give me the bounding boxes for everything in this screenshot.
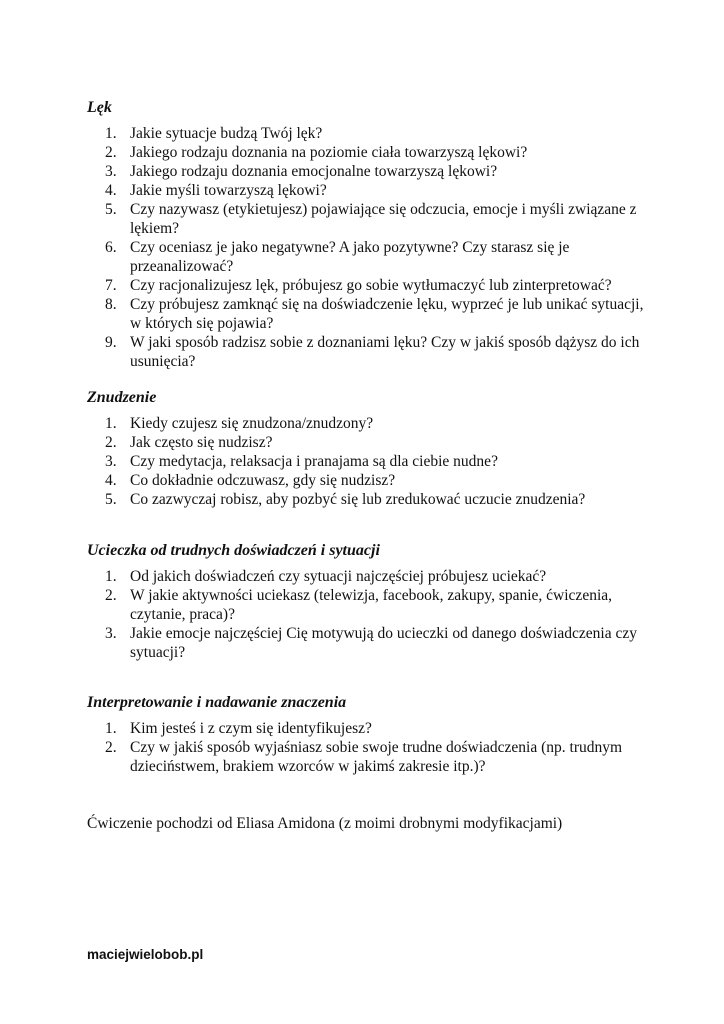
source-note: Ćwiczenie pochodzi od Eliasa Amidona (z moimi drobnymi modyfikacjami) [87, 815, 563, 832]
list-item: 2. Jak często się nudzisz? [105, 434, 273, 451]
document-body [87, 98, 647, 849]
list-item: 3. Jakiego rodzaju doznania emocjonalne towarzyszą lękowi? [105, 163, 498, 180]
section-lek [87, 98, 647, 371]
list-item: 3. Jakie emocje najczęściej Cię motywują do ucieczki od danego doświadczenia czy sytuacji? [105, 625, 637, 661]
section-ucieczka [87, 541, 647, 662]
list-item: 1. Jakie sytuacje budzą Twój lęk? [105, 125, 323, 142]
list-item: 9. W jaki sposób radzisz sobie z doznaniami lęku? Czy w jakiś sposób dążysz do ich usunięcia? [105, 334, 640, 370]
list-item: 2. Jakiego rodzaju doznania na poziomie ciała towarzyszą lękowi? [105, 144, 528, 161]
footer-website: maciejwielobob.pl [87, 947, 204, 962]
section-title: Lęk [87, 99, 112, 116]
question-list [87, 414, 647, 509]
list-item: 1. Kim jesteś i z czym się identyfikujesz? [105, 720, 372, 737]
section-interpretowanie [87, 693, 647, 776]
list-item: 7. Czy racjonalizujesz lęk, próbujesz go sobie wytłumaczyć lub zinterpretować? [105, 277, 612, 294]
list-item: 4. Co dokładnie odczuwasz, gdy się nudzisz? [105, 472, 396, 489]
section-title: Znudzenie [87, 389, 157, 406]
question-list [87, 567, 647, 662]
section-title: Interpretowanie i nadawanie znaczenia [87, 694, 347, 711]
list-item: 3. Czy medytacja, relaksacja i pranajama są dla ciebie nudne? [105, 453, 498, 470]
list-item: 6. Czy oceniasz je jako negatywne? A jako pozytywne? Czy starasz się je przeanalizować? [105, 239, 570, 275]
question-list [87, 719, 647, 776]
question-list [87, 124, 647, 371]
list-item: 5. Czy nazywasz (etykietujesz) pojawiające się odczucia, emocje i myśli związane z lękiem? [105, 201, 637, 237]
list-item: 4. Jakie myśli towarzyszą lękowi? [105, 182, 327, 199]
list-item: 1. Kiedy czujesz się znudzona/znudzony? [105, 415, 374, 432]
section-znudzenie [87, 388, 647, 509]
list-item: 2. Czy w jakiś sposób wyjaśniasz sobie swoje trudne doświadczenia (np. trudnym dzieciństwem, brakiem wzorców w jakimś zakresie itp.)? [105, 739, 623, 775]
list-item: 2. W jakie aktywności uciekasz (telewizja, facebook, zakupy, spanie, ćwiczenia, czytanie, praca)? [105, 587, 613, 623]
list-item: 5. Co zazwyczaj robisz, aby pozbyć się lub zredukować uczucie znudzenia? [105, 491, 586, 508]
section-title: Ucieczka od trudnych doświadczeń i sytuacji [87, 542, 380, 559]
list-item: 1. Od jakich doświadczeń czy sytuacji najczęściej próbujesz uciekać? [105, 568, 547, 585]
list-item: 8. Czy próbujesz zamknąć się na doświadczenie lęku, wyprzeć je lub unikać sytuacji, w których się pojawia? [105, 296, 644, 332]
